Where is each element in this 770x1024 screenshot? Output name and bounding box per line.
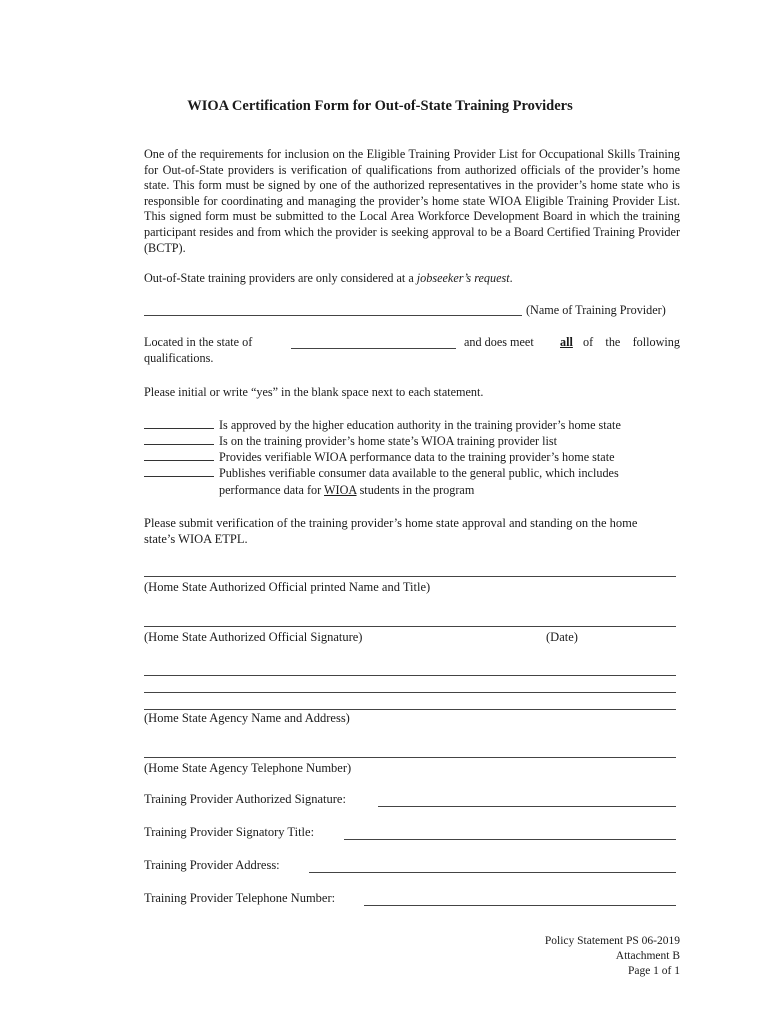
agency-phone-line[interactable]: [144, 757, 676, 758]
statement-text: Is approved by the higher education authority in the training provider’s home state: [219, 418, 621, 432]
provider-phone-line[interactable]: [364, 905, 676, 906]
provider-address-line[interactable]: [309, 872, 676, 873]
official-name-line[interactable]: [144, 576, 676, 577]
statement-text: Publishes verifiable consumer data available to the general public, which includes: [219, 466, 619, 480]
statement-row: [144, 417, 621, 433]
initial-blank[interactable]: [144, 433, 214, 445]
initial-instruction: Please initial or write “yes” in the blank space next to each statement.: [144, 385, 484, 399]
date-label: (Date): [546, 630, 578, 644]
provider-name-line[interactable]: [144, 315, 522, 316]
provider-title-label: Training Provider Signatory Title:: [144, 825, 315, 839]
page-number: Page 1 of 1: [627, 965, 680, 977]
located-prefix: Located in the state of: [144, 335, 253, 349]
provider-signature-label: Training Provider Authorized Signature:: [144, 792, 346, 806]
located-suffix-1: of the following: [583, 335, 680, 349]
located-suffix-2: qualifications.: [144, 351, 214, 365]
agency-address-label: (Home State Agency Name and Address): [144, 711, 350, 725]
continuation-prefix: performance data for: [219, 483, 325, 497]
statement-text: Provides verifiable WIOA performance data to the training provider’s home state: [219, 450, 615, 464]
wioa-underlined: WIOA: [324, 483, 357, 497]
statement-row: [144, 433, 557, 449]
located-all: all: [560, 335, 573, 349]
policy-statement: Policy Statement PS 06-2019: [544, 935, 680, 947]
continuation-suffix: students in the program: [356, 483, 475, 497]
out-of-state-suffix: .: [509, 271, 513, 285]
provider-signature-line[interactable]: [378, 806, 676, 807]
initial-blank[interactable]: [144, 449, 214, 461]
official-signature-label: (Home State Authorized Official Signature): [144, 630, 363, 644]
state-line[interactable]: [291, 348, 456, 349]
agency-phone-label: (Home State Agency Telephone Number): [144, 761, 352, 775]
attachment-label: Attachment B: [615, 950, 680, 962]
out-of-state-emphasis: jobseeker’s request: [416, 271, 510, 285]
statement-continuation: [219, 482, 474, 498]
official-name-label: (Home State Authorized Official printed Name and Title): [144, 580, 431, 594]
submit-instruction: Please submit verification of the training provider’s home state approval and standing on the home state’s WIOA ETPL.: [144, 516, 638, 546]
statement-text: Is on the training provider’s home state’s WIOA training provider list: [219, 434, 558, 448]
out-of-state-prefix: Out-of-State training providers are only considered at a: [144, 271, 417, 285]
provider-address-label: Training Provider Address:: [144, 858, 280, 872]
provider-name-label: (Name of Training Provider): [526, 303, 666, 317]
provider-title-line[interactable]: [344, 839, 676, 840]
initial-blank[interactable]: [144, 417, 214, 429]
provider-phone-label: Training Provider Telephone Number:: [144, 891, 336, 905]
agency-address-line-2[interactable]: [144, 692, 676, 693]
out-of-state-note: [144, 271, 680, 287]
form-title: WIOA Certification Form for Out-of-State Training Providers: [187, 98, 573, 114]
statement-row: [144, 449, 615, 465]
located-middle: and does meet: [464, 335, 534, 349]
intro-paragraph: One of the requirements for inclusion on the Eligible Training Provider List for Occupational Skills Training for Out-of-State providers is verification of qualifications from authorized officials of the provider’s home state. This form must be signed by one of the authorized representatives in the provider’s home state who is responsible for coordinating and managing the provider’s home state WIOA Eligible Training Provider List. This signed form must be submitted to the Local Area Workforce Development Board in which the training participant resides and from which the provider is seeking approval to be a Board Certified Training Provider (BCTP).: [144, 147, 680, 255]
official-signature-line[interactable]: [144, 626, 676, 627]
agency-address-line-3[interactable]: [144, 709, 676, 710]
initial-blank[interactable]: [144, 465, 214, 477]
statement-row: [144, 465, 619, 481]
page-footer: [545, 934, 680, 979]
agency-address-line-1[interactable]: [144, 675, 676, 676]
